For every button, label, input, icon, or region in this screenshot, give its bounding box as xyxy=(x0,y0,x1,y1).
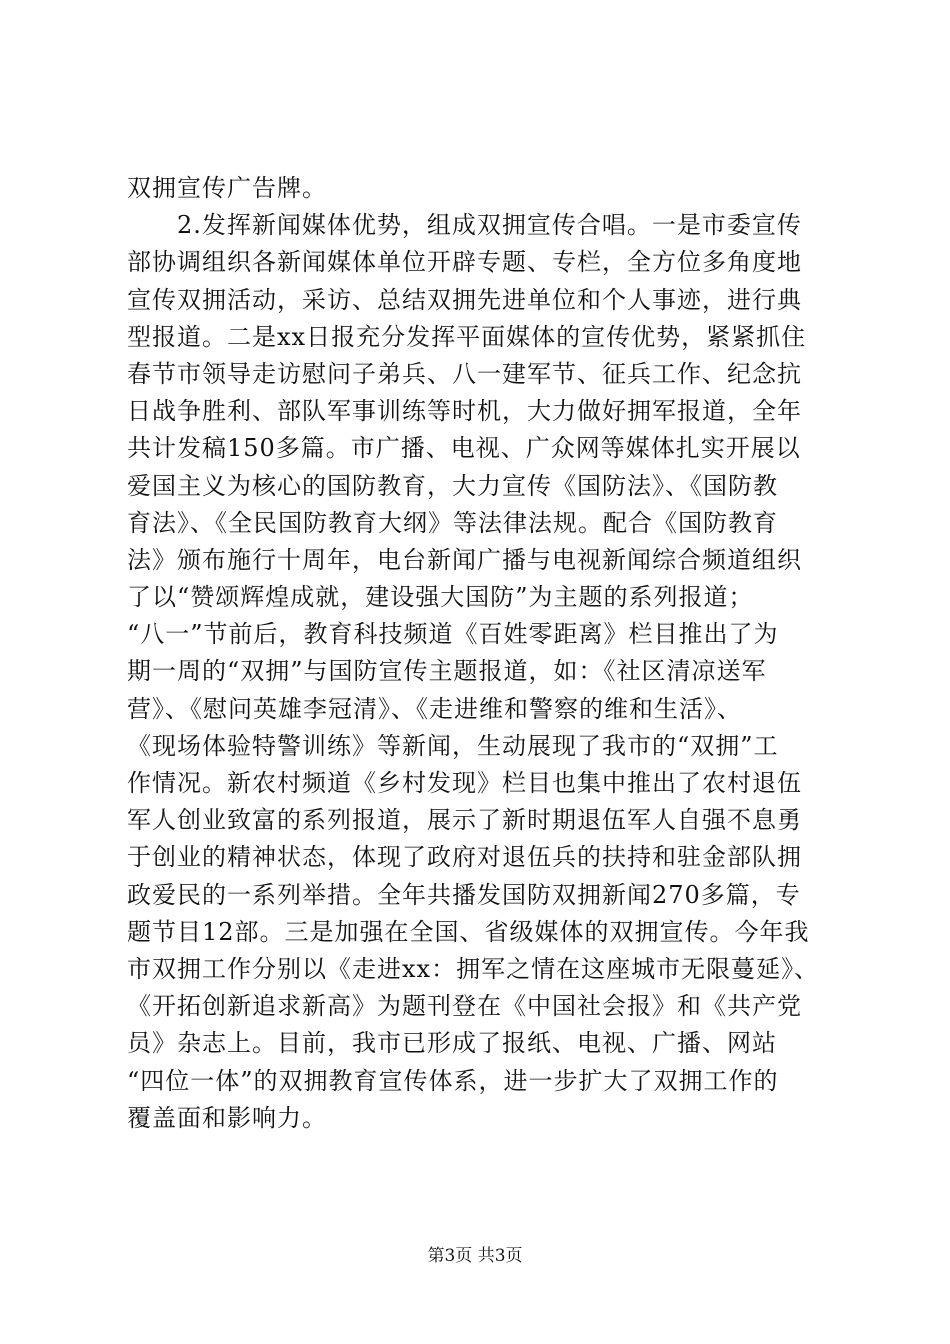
text-line: 双拥宣传广告牌。 xyxy=(127,174,327,202)
text-line: “八一”节前后，教育科技频道《百姓零距离》栏目推出了为 xyxy=(127,620,779,649)
text-line: 共计发稿150多篇。市广播、电视、广众网等媒体扎实开展以 xyxy=(127,434,801,463)
text-line: 覆盖面和影响力。 xyxy=(127,1103,327,1132)
text-line: 期一周的“双拥”与国防宣传主题报道，如：《社区清凉送军 xyxy=(127,657,767,686)
text-line: 部协调组织各新闻媒体单位开辟专题、专栏，全方位多角度地 xyxy=(127,248,802,277)
text-line: 育法》、《全民国防教育大纲》等法律法规。配合《国防教育 xyxy=(127,508,778,537)
text-line: 军人创业致富的系列报道，展示了新时期退伍军人自强不息勇 xyxy=(127,806,802,835)
text-line: “四位一体”的双拥教育宣传体系，进一步扩大了双拥工作的 xyxy=(127,1066,779,1095)
text-line: 员》杂志上。目前，我市已形成了报纸、电视、广播、网站 xyxy=(127,1029,777,1058)
text-line: 爱国主义为核心的国防教育，大力宣传《国防法》、《国防教 xyxy=(127,471,778,500)
text-line: 题节目12部。三是加强在全国、省级媒体的双拥宣传。今年我 xyxy=(127,917,810,946)
text-line: 市双拥工作分别以《走进xx：拥军之情在这座城市无限蔓延》、 xyxy=(127,954,820,983)
text-line: 营》、《慰问英雄李冠清》、《走进维和警察的维和生活》、 xyxy=(127,694,742,723)
text-line: 《现场体验特警训练》等新闻，生动展现了我市的“双拥”工 xyxy=(127,731,779,760)
text-line: 宣传双拥活动，采访、总结双拥先进单位和个人事迹，进行典 xyxy=(127,285,802,314)
text-line: 作情况。新农村频道《乡村发现》栏目也集中推出了农村退伍 xyxy=(127,769,802,797)
text-line: 于创业的精神状态，体现了政府对退伍兵的扶持和驻金部队拥 xyxy=(127,843,802,872)
text-line: 春节市领导走访慰问子弟兵、八一建军节、征兵工作、纪念抗 xyxy=(127,359,802,388)
text-line: 《开拓创新追求新高》为题刊登在《中国社会报》和《共产党 xyxy=(127,992,802,1021)
page-number-footer: 第3页 共3页 xyxy=(427,1246,523,1266)
text-line: 型报道。二是xx日报充分发挥平面媒体的宣传优势，紧紧抓住 xyxy=(127,322,807,351)
text-line: 了以“赞颂辉煌成就，建设强大国防”为主题的系列报道； xyxy=(127,583,754,612)
text-line: 法》颁布施行十周年，电台新闻广播与电视新闻综合频道组织 xyxy=(127,545,802,574)
text-line: 2.发挥新闻媒体优势，组成双拥宣传合唱。一是市委宣传 xyxy=(127,211,802,240)
text-line: 政爱民的一系列举措。全年共播发国防双拥新闻270多篇，专 xyxy=(127,880,801,909)
text-line: 日战争胜利、部队军事训练等时机，大力做好拥军报道，全年 xyxy=(127,397,802,426)
body-text xyxy=(127,170,827,1137)
